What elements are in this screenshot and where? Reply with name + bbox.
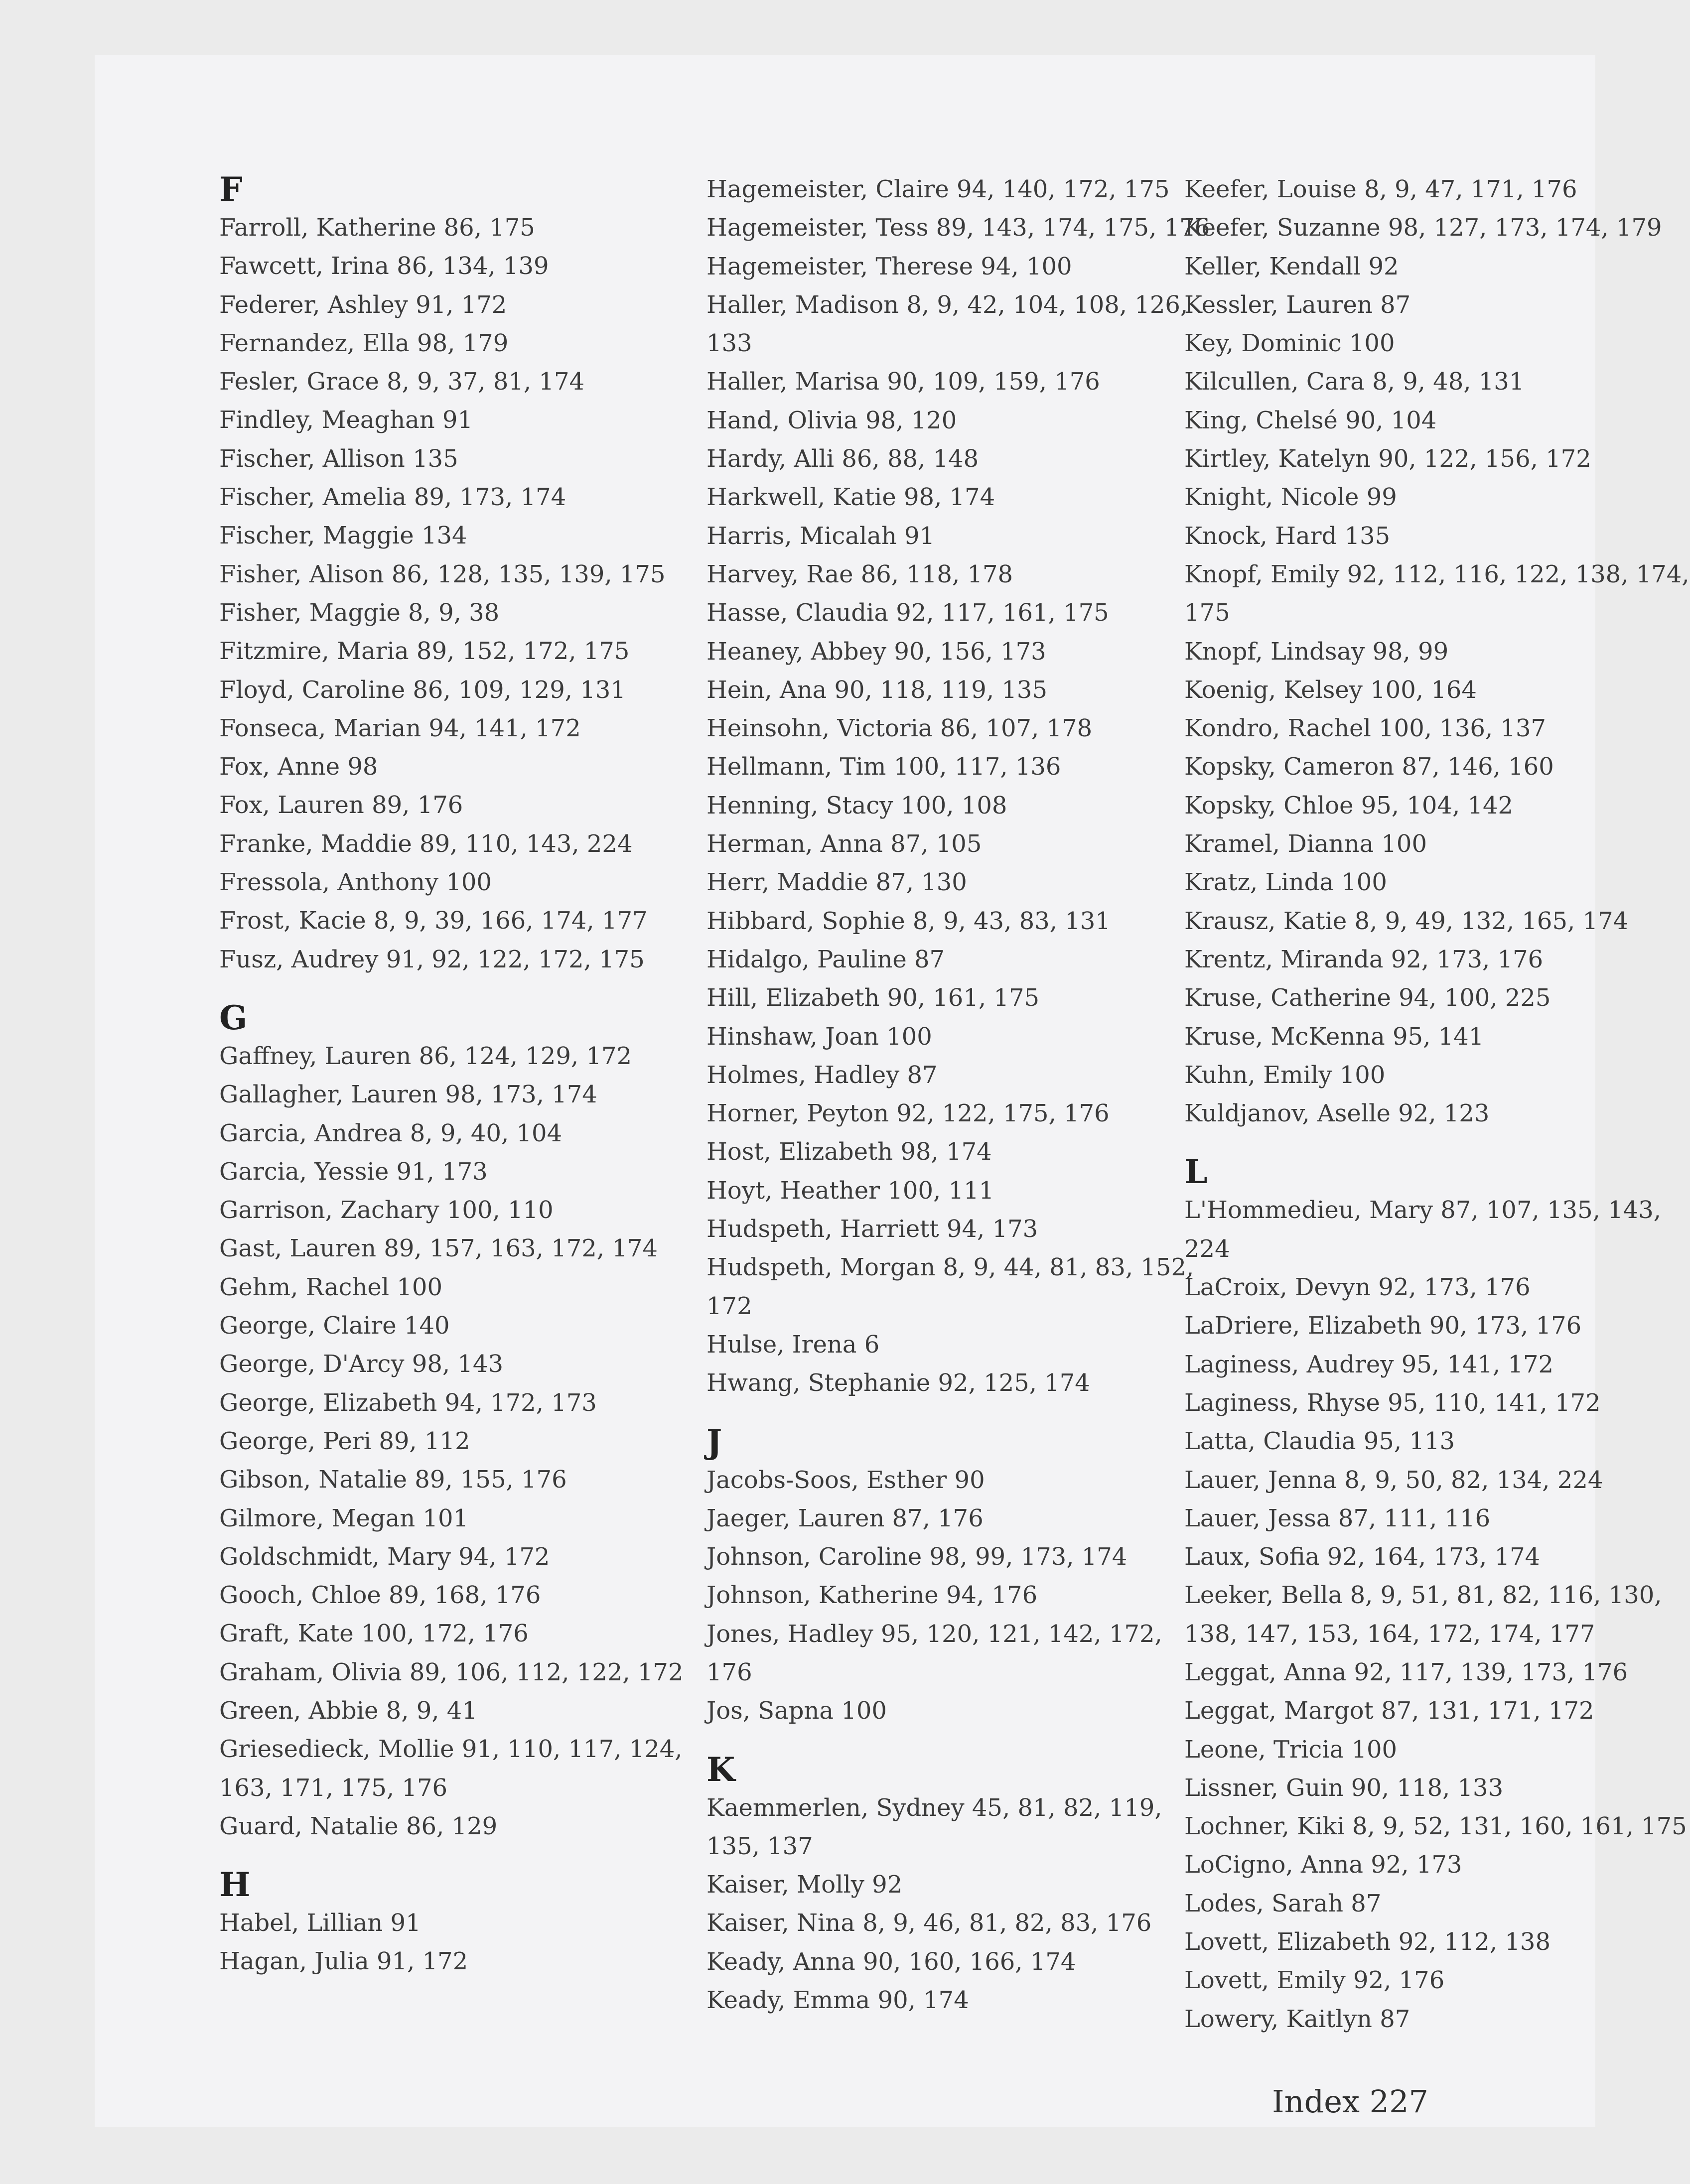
index-entry: Leggat, Anna 92, 117, 139, 173, 176	[1184, 1658, 1628, 1686]
index-entry: Hein, Ana 90, 118, 119, 135	[706, 676, 1047, 704]
index-entry: Hibbard, Sophie 8, 9, 43, 83, 131	[706, 907, 1111, 935]
index-entry: Hoyt, Heather 100, 111	[706, 1176, 994, 1205]
index-entry: Heaney, Abbey 90, 156, 173	[706, 637, 1046, 666]
index-entry: Federer, Ashley 91, 172	[219, 290, 507, 319]
index-entry: George, Elizabeth 94, 172, 173	[219, 1388, 597, 1417]
index-entry: Gaffney, Lauren 86, 124, 129, 172	[219, 1042, 632, 1070]
index-entry: Gibson, Natalie 89, 155, 176	[219, 1466, 567, 1494]
index-entry: Farroll, Katherine 86, 175	[219, 214, 535, 242]
index-entry: LaCroix, Devyn 92, 173, 176	[1184, 1273, 1531, 1302]
index-entry: Keefer, Louise 8, 9, 47, 171, 176	[1184, 175, 1577, 203]
index-entry: Graham, Olivia 89, 106, 112, 122, 172	[219, 1658, 684, 1686]
index-entry: Griesedieck, Mollie 91, 110, 117, 124,	[219, 1735, 683, 1764]
index-entry: Heinsohn, Victoria 86, 107, 178	[706, 714, 1093, 743]
index-entry: Hwang, Stephanie 92, 125, 174	[706, 1369, 1090, 1397]
index-entry: Hinshaw, Joan 100	[706, 1022, 932, 1051]
index-entry: Kilcullen, Cara 8, 9, 48, 131	[1184, 368, 1525, 396]
index-entry: Knopf, Lindsay 98, 99	[1184, 637, 1449, 666]
index-entry: Fox, Lauren 89, 176	[219, 791, 463, 819]
index-entry: Fischer, Allison 135	[219, 444, 458, 473]
index-entry-continuation: 163, 171, 175, 176	[219, 1774, 448, 1802]
index-entry: Lodes, Sarah 87	[1184, 1889, 1382, 1917]
index-entry: Laginess, Rhyse 95, 110, 141, 172	[1184, 1388, 1601, 1417]
index-entry: Harris, Micalah 91	[706, 522, 935, 550]
index-entry: Horner, Peyton 92, 122, 175, 176	[706, 1099, 1110, 1128]
index-entry-continuation: 138, 147, 153, 164, 172, 174, 177	[1184, 1620, 1595, 1648]
index-list	[219, 209, 668, 979]
index-entry: Keady, Emma 90, 174	[706, 1986, 969, 2015]
index-entry: Kaiser, Molly 92	[706, 1871, 903, 1899]
index-entry: Lissner, Guin 90, 118, 133	[1184, 1774, 1504, 1802]
index-entry: Herr, Maddie 87, 130	[706, 868, 967, 897]
index-entry: Lauer, Jenna 8, 9, 50, 82, 134, 224	[1184, 1466, 1603, 1494]
index-entry: Gooch, Chloe 89, 168, 176	[219, 1581, 541, 1610]
index-entry-continuation: 175	[1184, 599, 1230, 627]
index-entry: Kaiser, Nina 8, 9, 46, 81, 82, 83, 176	[706, 1909, 1152, 1937]
index-entry: Garcia, Yessie 91, 173	[219, 1157, 488, 1186]
index-entry: Krentz, Miranda 92, 173, 176	[1184, 945, 1544, 973]
index-entry: Hagemeister, Tess 89, 143, 174, 175, 176	[706, 214, 1210, 242]
index-entry: Floyd, Caroline 86, 109, 129, 131	[219, 676, 626, 704]
index-entry: George, Peri 89, 112	[219, 1427, 470, 1455]
index-entry: Fusz, Audrey 91, 92, 122, 172, 175	[219, 945, 645, 973]
index-entry: Koenig, Kelsey 100, 164	[1184, 676, 1477, 704]
index-entry: Holmes, Hadley 87	[706, 1061, 938, 1089]
index-entry-continuation: 172	[706, 1292, 752, 1320]
index-entry: Latta, Claudia 95, 113	[1184, 1427, 1455, 1456]
index-entry: Kruse, McKenna 95, 141	[1184, 1022, 1484, 1051]
index-entry: Harkwell, Katie 98, 174	[706, 483, 995, 512]
index-entry: Jaeger, Lauren 87, 176	[706, 1504, 984, 1532]
index-entry: Hasse, Claudia 92, 117, 161, 175	[706, 599, 1109, 627]
index-entry: Keefer, Suzanne 98, 127, 173, 174, 179	[1184, 214, 1662, 242]
index-entry: Kuldjanov, Aselle 92, 123	[1184, 1099, 1490, 1128]
index-list	[706, 1789, 1162, 2020]
index-entry: Keller, Kendall 92	[1184, 252, 1399, 280]
section-letter: F	[219, 170, 243, 209]
index-entry: Fressola, Anthony 100	[219, 868, 492, 897]
index-entry: LaDriere, Elizabeth 90, 173, 176	[1184, 1312, 1582, 1340]
index-entry: Harvey, Rae 86, 118, 178	[706, 560, 1013, 588]
index-entry: Johnson, Katherine 94, 176	[706, 1581, 1038, 1610]
index-entry: Frost, Kacie 8, 9, 39, 166, 174, 177	[219, 907, 648, 935]
index-entry: Goldschmidt, Mary 94, 172	[219, 1542, 550, 1571]
index-list	[1184, 1191, 1687, 2039]
section-letter: K	[706, 1750, 735, 1789]
index-entry: Hand, Olivia 98, 120	[706, 406, 957, 434]
index-entry: Hellmann, Tim 100, 117, 136	[706, 753, 1061, 781]
index-entry: Hagemeister, Claire 94, 140, 172, 175	[706, 175, 1170, 203]
index-entry: Kruse, Catherine 94, 100, 225	[1184, 984, 1551, 1012]
index-entry: Key, Dominic 100	[1184, 329, 1395, 358]
index-entry: Kondro, Rachel 100, 136, 137	[1184, 714, 1547, 743]
index-column-1	[219, 170, 684, 1981]
index-entry: Kuhn, Emily 100	[1184, 1061, 1386, 1089]
index-entry: LoCigno, Anna 92, 173	[1184, 1851, 1462, 1879]
index-entry: Green, Abbie 8, 9, 41	[219, 1696, 477, 1725]
index-entry: Henning, Stacy 100, 108	[706, 791, 1007, 819]
index-entry: Kopsky, Cameron 87, 146, 160	[1184, 753, 1554, 781]
index-entry: Kaemmerlen, Sydney 45, 81, 82, 119,	[706, 1793, 1162, 1822]
index-list	[1184, 170, 1690, 1133]
index-entry: George, Claire 140	[219, 1312, 450, 1340]
index-entry: Lochner, Kiki 8, 9, 52, 131, 160, 161, 175	[1184, 1812, 1687, 1841]
index-entry-continuation: 133	[706, 329, 752, 358]
index-entry: Kessler, Lauren 87	[1184, 290, 1411, 319]
index-entry: Kratz, Linda 100	[1184, 868, 1387, 897]
index-entry: Fonseca, Marian 94, 141, 172	[219, 714, 581, 742]
index-entry: Jones, Hadley 95, 120, 121, 142, 172,	[706, 1620, 1162, 1648]
index-entry: Leone, Tricia 100	[1184, 1735, 1398, 1764]
index-entry: Jacobs-Soos, Esther 90	[706, 1466, 985, 1494]
index-entry: Knopf, Emily 92, 112, 116, 122, 138, 174,	[1184, 560, 1690, 588]
index-entry-continuation: 224	[1184, 1234, 1230, 1263]
index-entry-continuation: 176	[706, 1658, 752, 1686]
index-entry: Gallagher, Lauren 98, 173, 174	[219, 1081, 597, 1109]
index-entry: Hagan, Julia 91, 172	[219, 1947, 468, 1976]
index-entry: Hudspeth, Harriett 94, 173	[706, 1215, 1038, 1243]
index-page	[95, 55, 1690, 2127]
index-entry: Johnson, Caroline 98, 99, 173, 174	[706, 1543, 1127, 1571]
index-entry: Hardy, Alli 86, 88, 148	[706, 445, 979, 473]
index-entry: Gehm, Rachel 100	[219, 1273, 442, 1301]
index-entry: Lovett, Emily 92, 176	[1184, 1966, 1445, 1995]
index-list	[219, 1904, 668, 1981]
section-letter: J	[706, 1422, 722, 1461]
index-entry: George, D'Arcy 98, 143	[219, 1350, 503, 1378]
index-entry: Lowery, Kaitlyn 87	[1184, 2005, 1410, 2033]
index-entry: Keady, Anna 90, 160, 166, 174	[706, 1947, 1076, 1976]
index-entry: Fernandez, Ella 98, 179	[219, 329, 509, 357]
index-entry: Kopsky, Chloe 95, 104, 142	[1184, 791, 1514, 819]
index-entry: Jos, Sapna 100	[706, 1697, 887, 1725]
index-entry: Lovett, Elizabeth 92, 112, 138	[1184, 1928, 1550, 1956]
index-entry: Kramel, Dianna 100	[1184, 830, 1427, 858]
index-entry: Haller, Madison 8, 9, 42, 104, 108, 126,	[706, 290, 1188, 319]
index-entry: Fischer, Maggie 134	[219, 522, 467, 550]
index-entry: Graft, Kate 100, 172, 176	[219, 1620, 529, 1648]
index-entry: Franke, Maddie 89, 110, 143, 224	[219, 829, 633, 858]
index-entry: Lauer, Jessa 87, 111, 116	[1184, 1504, 1491, 1532]
index-entry: Fox, Anne 98	[219, 753, 378, 781]
index-entry: Gilmore, Megan 101	[219, 1504, 469, 1532]
index-entry: Krausz, Katie 8, 9, 49, 132, 165, 174	[1184, 907, 1629, 935]
index-entry: Guard, Natalie 86, 129	[219, 1812, 498, 1840]
index-list	[706, 1461, 1162, 1731]
index-entry: Hill, Elizabeth 90, 161, 175	[706, 984, 1040, 1012]
index-entry: Laginess, Audrey 95, 141, 172	[1184, 1350, 1554, 1378]
section-letter: G	[219, 998, 248, 1037]
index-entry: Fisher, Maggie 8, 9, 38	[219, 598, 500, 627]
index-entry: Gast, Lauren 89, 157, 163, 172, 174	[219, 1234, 658, 1263]
index-entry: Fawcett, Irina 86, 134, 139	[219, 252, 549, 280]
index-entry: Fischer, Amelia 89, 173, 174	[219, 483, 566, 512]
index-entry: Habel, Lillian 91	[219, 1909, 421, 1937]
index-list	[219, 1037, 684, 1846]
index-entry: Findley, Meaghan 91	[219, 406, 473, 434]
section-letter: H	[219, 1865, 251, 1905]
index-entry: King, Chelsé 90, 104	[1184, 406, 1437, 434]
index-entry: Hudspeth, Morgan 8, 9, 44, 81, 83, 152,	[706, 1253, 1194, 1282]
index-entry: Fesler, Grace 8, 9, 37, 81, 174	[219, 368, 585, 396]
index-entry: Fisher, Alison 86, 128, 135, 139, 175	[219, 560, 666, 588]
index-entry: Herman, Anna 87, 105	[706, 830, 982, 858]
index-entry: Hulse, Irena 6	[706, 1330, 880, 1359]
index-entry: Laux, Sofia 92, 164, 173, 174	[1184, 1543, 1541, 1571]
section-letter: L	[1184, 1152, 1208, 1192]
index-entry: Leeker, Bella 8, 9, 51, 81, 82, 116, 130,	[1184, 1581, 1662, 1610]
index-entry: L'Hommedieu, Mary 87, 107, 135, 143,	[1184, 1196, 1661, 1225]
index-entry: Host, Elizabeth 98, 174	[706, 1138, 992, 1166]
index-entry: Garrison, Zachary 100, 110	[219, 1196, 554, 1225]
index-entry: Fitzmire, Maria 89, 152, 172, 175	[219, 637, 630, 666]
index-entry: Garcia, Andrea 8, 9, 40, 104	[219, 1119, 563, 1147]
index-entry-continuation: 135, 137	[706, 1832, 813, 1860]
index-entry: Hidalgo, Pauline 87	[706, 945, 945, 973]
index-entry: Hagemeister, Therese 94, 100	[706, 252, 1072, 280]
index-entry: Knock, Hard 135	[1184, 522, 1391, 550]
index-entry: Kirtley, Katelyn 90, 122, 156, 172	[1184, 445, 1591, 473]
index-entry: Leggat, Margot 87, 131, 171, 172	[1184, 1697, 1594, 1725]
index-entry: Knight, Nicole 99	[1184, 483, 1397, 512]
page-folio: Index 227	[1272, 2083, 1428, 2120]
index-entry: Haller, Marisa 90, 109, 159, 176	[706, 368, 1100, 396]
index-column-3	[1184, 170, 1690, 2039]
